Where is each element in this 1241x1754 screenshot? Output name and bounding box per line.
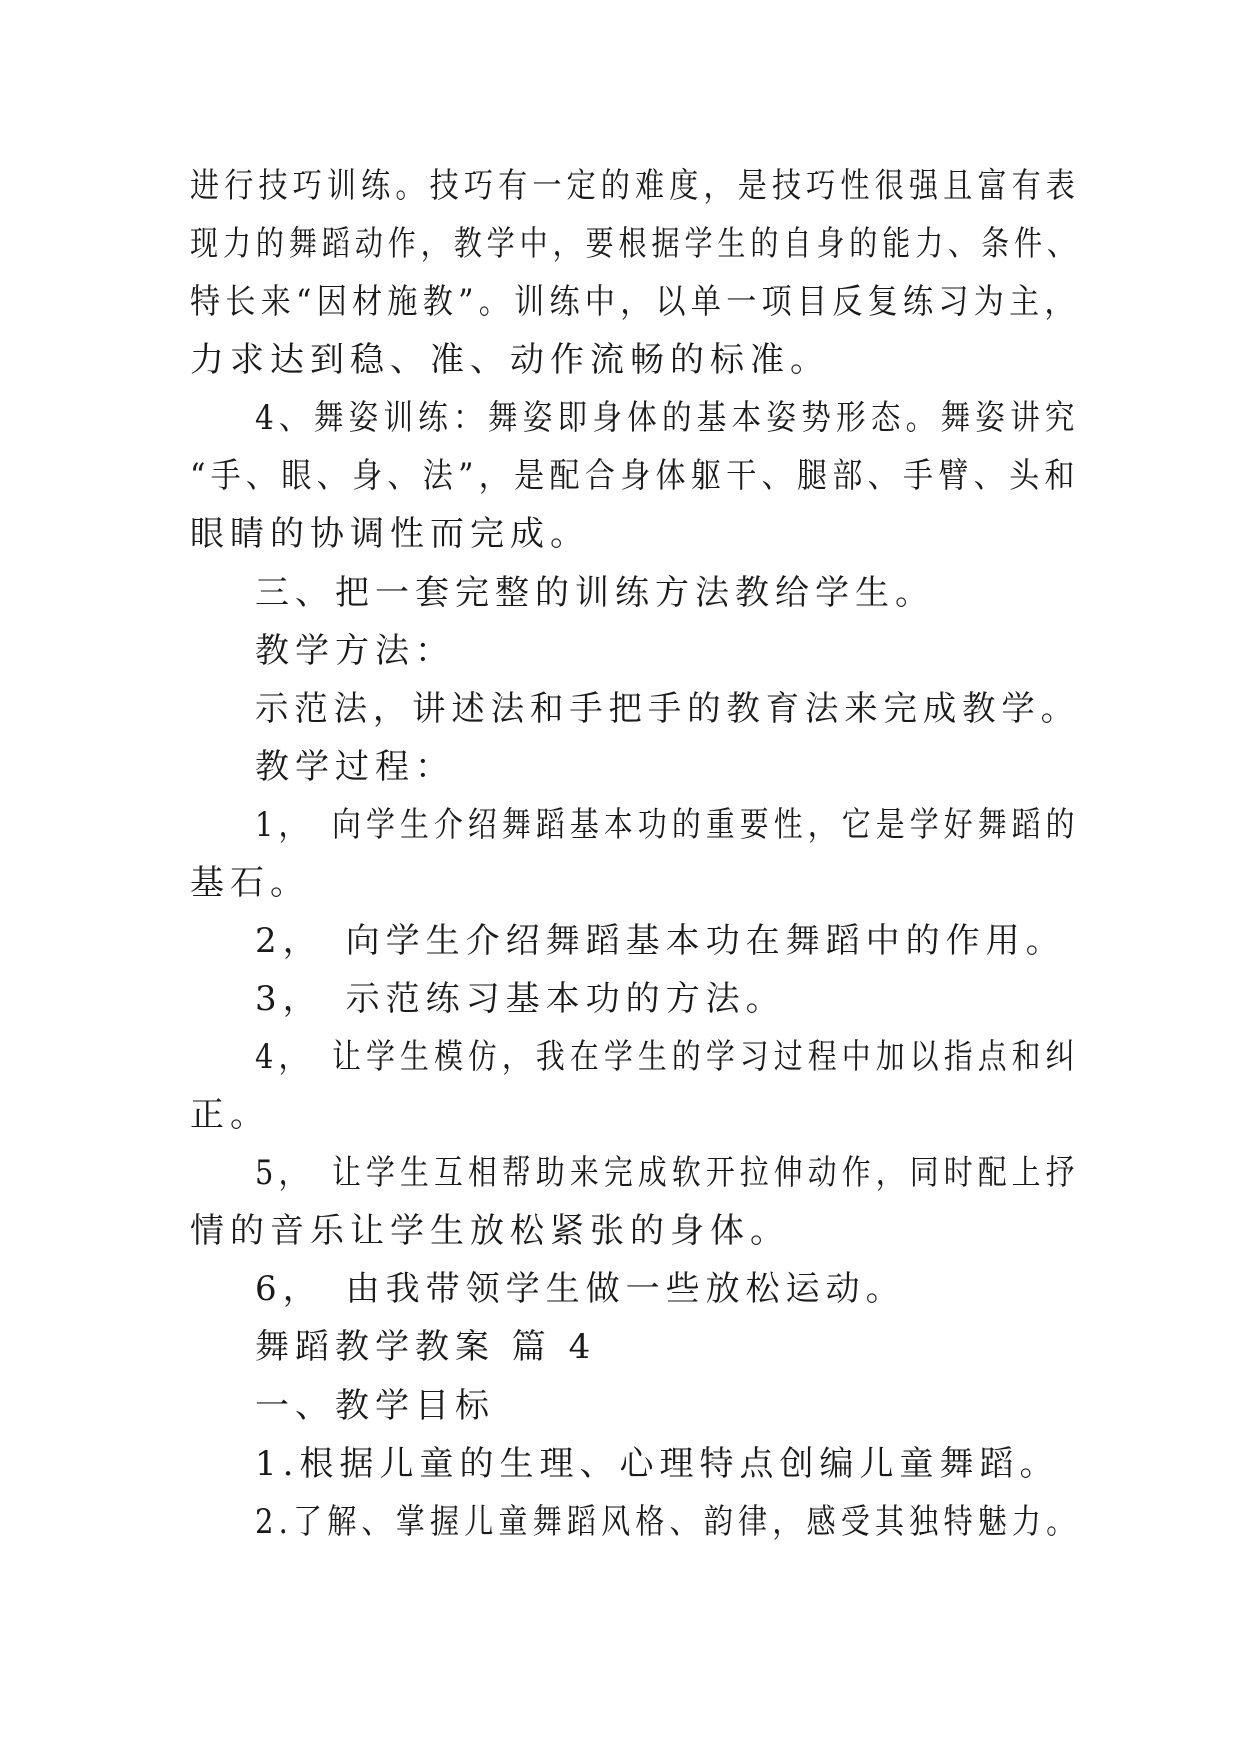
list-item-continuation: 基石。 — [190, 863, 310, 903]
paragraph-line: 眼睛的协调性而完成。 — [190, 514, 590, 554]
list-item: 2.了解、掌握儿童舞蹈风格、韵律，感受其独特魅力。 — [255, 1502, 1081, 1542]
section-heading: 三、把一套完整的训练方法教给学生。 — [255, 573, 935, 613]
list-item: 5， 让学生互相帮助来完成软开拉伸动作，同时配上抒 — [255, 1153, 1080, 1193]
paragraph-line: 力求达到稳、准、动作流畅的标准。 — [190, 340, 830, 380]
paragraph-line: “手、眼、身、法”，是配合身体躯干、腿部、手臂、头和 — [190, 456, 1080, 496]
list-item: 1， 向学生介绍舞蹈基本功的重要性，它是学好舞蹈的 — [255, 805, 1080, 845]
paragraph-line: 特长来“因材施教”。训练中，以单一项目反复练习为主， — [190, 282, 1080, 322]
list-item-continuation: 情的音乐让学生放松紧张的身体。 — [190, 1211, 790, 1251]
subheading-teaching-method: 教学方法： — [255, 631, 455, 671]
subheading-teaching-process: 教学过程： — [255, 747, 455, 787]
paragraph-line: 4、舞姿训练：舞姿即身体的基本姿势形态。舞姿讲究 — [255, 398, 1080, 438]
chapter-title: 舞蹈教学教案 篇 4 — [255, 1327, 597, 1367]
paragraph-line: 现力的舞蹈动作，教学中，要根据学生的自身的能力、条件、 — [190, 224, 1081, 264]
list-item: 3， 示范练习基本功的方法。 — [255, 979, 786, 1019]
paragraph-line: 进行技巧训练。技巧有一定的难度，是技巧性很强且富有表 — [190, 166, 1081, 206]
list-item: 2， 向学生介绍舞蹈基本功在舞蹈中的作用。 — [255, 921, 1066, 961]
list-item: 1.根据儿童的生理、心理特点创编儿童舞蹈。 — [255, 1444, 1060, 1484]
list-item-continuation: 正。 — [190, 1095, 270, 1135]
section-heading: 一、教学目标 — [255, 1386, 495, 1426]
list-item: 4， 让学生模仿，我在学生的学习过程中加以指点和纠 — [255, 1037, 1080, 1077]
list-item: 6， 由我带领学生做一些放松运动。 — [255, 1269, 906, 1309]
paragraph-line: 示范法，讲述法和手把手的教育法来完成教学。 — [255, 689, 1080, 729]
